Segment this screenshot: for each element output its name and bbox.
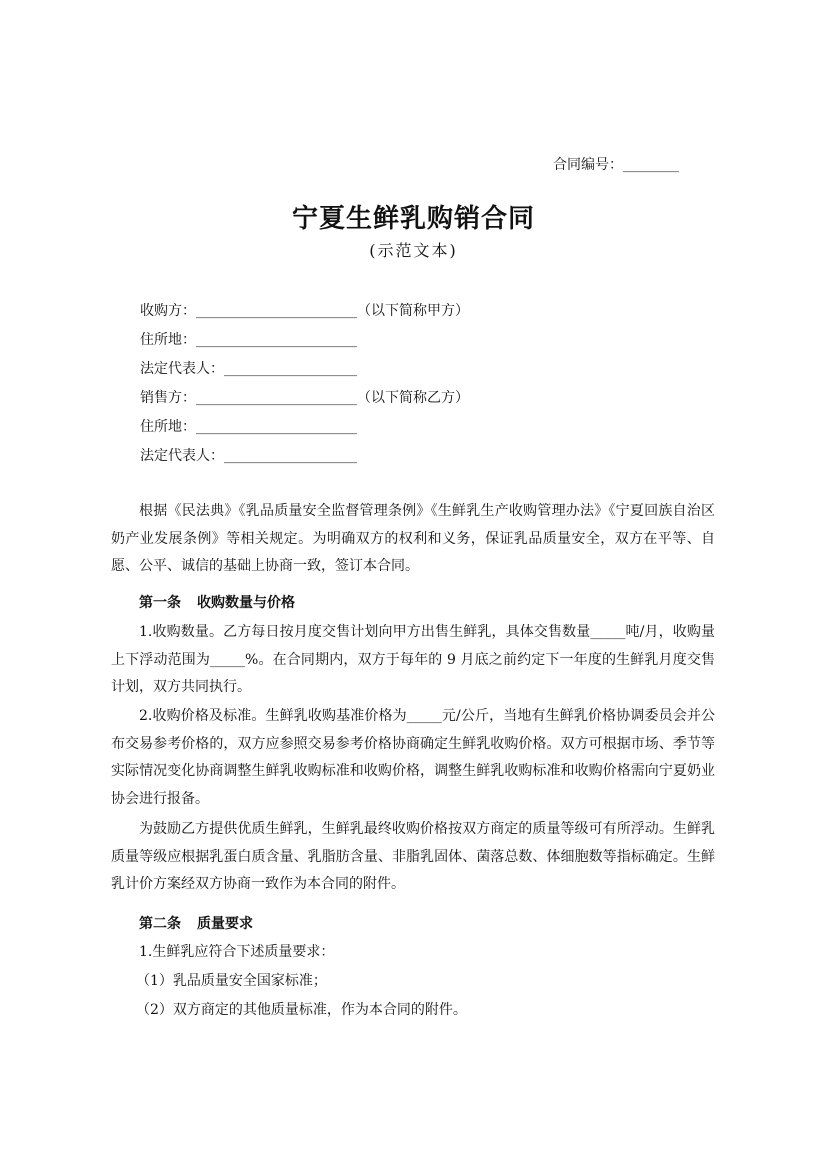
article-2-title: 质量要求 <box>197 916 253 932</box>
article-2-line-3: （2）双方商定的其他质量标准，作为本合同的附件。 <box>136 1002 467 1018</box>
article-1-heading <box>139 592 295 612</box>
document-subtitle: (示范文本) <box>369 241 458 260</box>
article-1-incentive-paragraph: 为鼓励乙方提供优质生鲜乳，生鲜乳最终收购价格按双方商定的质量等级可有所浮动。生鲜乳质量等级应根据乳蛋白质含量、乳脂肪含量、非脂乳固体、菌落总数、体细胞数等指标确定。生鲜乳计价方案经双方协商一致作为本合同的附件。 <box>111 821 715 893</box>
article-1-quantity-paragraph: 1.收购数量。乙方每日按月度交售计划向甲方出售生鲜乳，具体交售数量_____吨/月，收购量上下浮动范围为_____%。在合同期内，双方于每年的 9 月底之前约定下一年度的生鲜乳月度交售计划，双方共同执行。 <box>111 624 715 696</box>
article-1-number: 第一条 <box>139 595 181 611</box>
document-title: 宁夏生鲜乳购销合同 <box>291 204 535 234</box>
article-2-line-1: 1.生鲜乳应符合下述质量要求： <box>139 944 335 960</box>
purchaser-address-line: 住所地：_______________________ <box>140 332 357 348</box>
article-2-number: 第二条 <box>139 916 181 932</box>
purchaser-line: 收购方：_______________________（以下简称甲方） <box>140 303 469 319</box>
contract-number: 合同编号：________ <box>553 157 679 173</box>
seller-line: 销售方：_______________________（以下简称乙方） <box>140 390 469 406</box>
preamble-paragraph: 根据《民法典》《乳品质量安全监督管理条例》《生鲜乳生产收购管理办法》《宁夏回族自治区奶产业发展条例》等相关规定。为明确双方的权利和义务，保证乳品质量安全，双方在平等、自愿、公平、诚信的基础上协商一致，签订本合同。 <box>111 503 715 575</box>
purchaser-legal-rep-line: 法定代表人：___________________ <box>140 361 357 377</box>
article-1-title: 收购数量与价格 <box>197 595 295 611</box>
article-1-price-paragraph: 2.收购价格及标准。生鲜乳收购基准价格为_____元/公斤，当地有生鲜乳价格协调委员会并公布交易参考价格的，双方应参照交易参考价格协商确定生鲜乳收购价格。双方可根据市场、季节等实际情况变化协商调整生鲜乳收购标准和收购价格，调整生鲜乳收购标准和收购价格需向宁夏奶业协会进行报备。 <box>111 708 715 807</box>
seller-legal-rep-line: 法定代表人：___________________ <box>140 448 357 464</box>
seller-address-line: 住所地：_______________________ <box>140 419 357 435</box>
article-2-line-2: （1）乳品质量安全国家标准； <box>136 973 327 989</box>
article-2-heading <box>139 913 253 933</box>
